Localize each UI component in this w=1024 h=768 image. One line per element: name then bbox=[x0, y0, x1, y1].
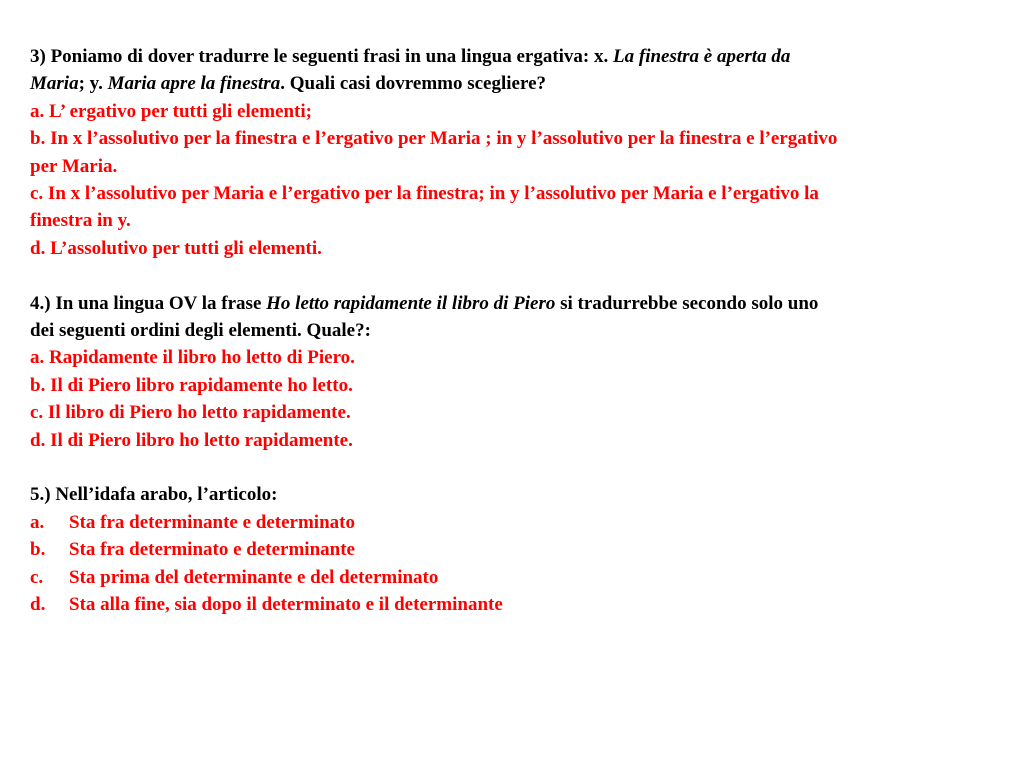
q4-answer-a: a. Rapidamente il libro ho letto di Piero. bbox=[30, 347, 355, 369]
q4-question-line-1 bbox=[30, 290, 1010, 317]
q5-question: 5.) Nell’idafa arabo, l’articolo: bbox=[30, 484, 278, 506]
q5-answer-text: Sta fra determinante e determinato bbox=[69, 511, 355, 533]
q5-answer-text: Sta alla fine, sia dopo il determinato e il determinante bbox=[69, 594, 503, 616]
q5-answer-letter: d. bbox=[30, 594, 46, 616]
q3-answer-c-cont: finestra in y. bbox=[30, 210, 131, 232]
q5-answer-letter: a. bbox=[30, 511, 45, 533]
q5-answer-letter: c. bbox=[30, 566, 44, 588]
q5-answer-b bbox=[30, 536, 1010, 563]
q3-sentence-y: Maria apre la finestra bbox=[107, 73, 281, 95]
q3-answer-c: c. In x l’assolutivo per Maria e l’ergativo per la finestra; in y l’assolutivo per Maria e l’ergativo la bbox=[30, 183, 819, 205]
q5-answer-a bbox=[30, 509, 1010, 536]
q5-answer-d bbox=[30, 591, 1010, 618]
q3-answer-d: d. L’assolutivo per tutti gli elementi. bbox=[30, 237, 322, 259]
q5-answer-text: Sta fra determinato e determinante bbox=[69, 539, 355, 561]
q3-text: ; y. bbox=[78, 73, 108, 95]
spacer bbox=[30, 454, 1010, 481]
q4-sentence: Ho letto rapidamente il libro di Piero bbox=[266, 292, 556, 314]
q4-answer-c: c. Il libro di Piero ho letto rapidamente. bbox=[30, 402, 351, 424]
q4-answer-d: d. Il di Piero libro ho letto rapidamente. bbox=[30, 429, 353, 451]
q5-answer-c bbox=[30, 564, 1010, 591]
q3-question-line-2 bbox=[30, 70, 1010, 97]
q3-sentence-x-end: Maria bbox=[30, 73, 79, 95]
slide-content bbox=[30, 43, 1010, 619]
spacer bbox=[30, 262, 1010, 289]
q3-answer-b-cont: per Maria. bbox=[30, 155, 118, 177]
q5-answer-letter: b. bbox=[30, 539, 46, 561]
q4-question-line-2: dei seguenti ordini degli elementi. Quale?: bbox=[30, 320, 371, 342]
q4-answer-b: b. Il di Piero libro rapidamente ho letto. bbox=[30, 374, 353, 396]
q4-text: si tradurrebbe secondo solo uno bbox=[555, 292, 819, 314]
q3-sentence-x: La finestra è aperta da bbox=[613, 46, 791, 67]
q3-answer-a: a. L’ ergativo per tutti gli elementi; bbox=[30, 100, 312, 122]
q3-text: 3) Poniamo di dover tradurre le seguenti frasi in una lingua ergativa: x. bbox=[30, 46, 614, 67]
q3-text: . Quali casi dovremmo scegliere? bbox=[280, 73, 546, 95]
q3-question-line-1 bbox=[30, 43, 1010, 70]
q5-answer-text: Sta prima del determinante e del determinato bbox=[69, 566, 439, 588]
q4-text: 4.) In una lingua OV la frase bbox=[30, 292, 267, 314]
q3-answer-b: b. In x l’assolutivo per la finestra e l’ergativo per Maria ; in y l’assolutivo per la finestra e l’ergativo bbox=[30, 128, 838, 150]
